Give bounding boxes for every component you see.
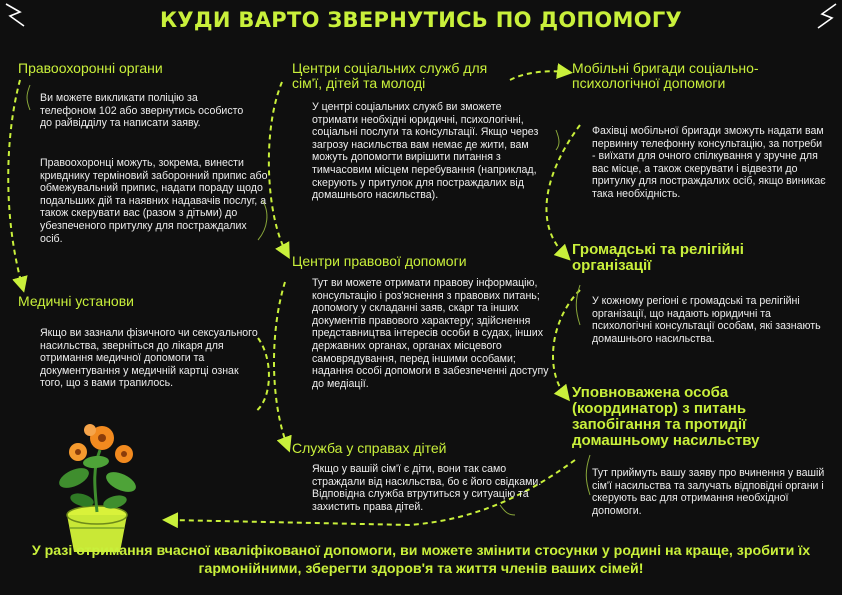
connector-law-medical (8, 80, 22, 285)
law-text-1: Ви можете викликати поліцію за телефоном 102 або звернутись особисто до райвідділу та написати заяву. (40, 92, 244, 130)
footer-message: У разі отримання вчасної кваліфікованої допомоги, ви можете змінити стосунки у родині на краще, зробити їх гармонійними, зберегти здоров'я та життя членів ваших сімей! (31, 543, 811, 577)
flower-pot-icon (56, 424, 139, 552)
medical-text: Якщо ви зазнали фізичного чи сексуального насильства, зверніться до лікаря для отримання медичної допомоги та документування у медичній картці ознак того, що з вами трапилось. (40, 327, 258, 390)
legal-text: Тут ви можете отримати правову інформацію, консультацію і роз'яснення з правових питань; допомогу у складанні заяв, скарг та інших документів правового характеру; здійснення представництва інтересів особи в судах, інших державних органах, органах місцевого самоврядування, перед іншими особами; надання особі допомоги в забезпеченні доступу до медіації. (312, 277, 549, 390)
page-title: КУДИ ВАРТО ЗВЕРНУТИСЬ ПО ДОПОМОГУ (159, 8, 683, 32)
public-title: Громадські та релігійні організації (572, 241, 744, 274)
connector-legal-children (274, 282, 287, 445)
connector-social-legal (269, 82, 286, 252)
legal-title: Центри правової допомоги (292, 253, 467, 269)
law-text-2: Правоохоронці можуть, зокрема, винести кривднику терміновий заборонний припис або обмежувальний припис, надати пораду щодо подальших дій та наявних надавачів послуг, а також скерувати вас (разом з дітьми) до убезпеченого притулку для постраждалих осіб. (40, 157, 268, 245)
children-title: Служба у справах дітей (292, 440, 447, 456)
connector-social-mobile (510, 71, 565, 80)
coordinator-text: Тут приймуть вашу заяву про вчинення у вашій сім'ї насильства та залучать відповідні органи і скерують вас для отримання необхідної допомоги. (592, 467, 825, 517)
law-title: Правоохоронні органи (18, 60, 163, 76)
public-text: У кожному регіоні є громадські та релігійні організації, що надають юридичні та психологічні консультації особам, які зазнають домашнього насильства. (592, 295, 821, 345)
medical-title: Медичні установи (18, 293, 134, 309)
children-text: Якщо у вашій сім'ї є діти, вони так само страждали від насильства, бо є його свідками. Відповідна служба втрутиться у ситуацію та захистить права дітей. (312, 463, 542, 513)
mobile-title: Мобільні бригади соціально-психологічної допомоги (572, 60, 759, 91)
social-text: У центрі соціальних служб ви зможете отримати необхідні юридичні, психологічні, соціальні послуги та консультації. Якщо через загрозу насильства вам немає де жити, вам можуть допомогти вирішити питання з тимчасовим місцем перебування (наприклад, скерують у притулок для постраждалих від домашнього насильства). (312, 101, 539, 202)
connector-mobile-public (546, 125, 580, 255)
mobile-text: Фахівці мобільної бригади зможуть надати вам первинну телефонну консультацію, за потреби - виїхати для очного спілкування у зручне для вас місце, а також скерувати і відвезти до притулку для постраждалих осіб, якщо виникає така необхідність. (592, 125, 826, 200)
social-title: Центри соціальних служб для сім'ї, дітей та молоді (292, 60, 488, 91)
coordinator-title: Уповноважена особа (координатор) з питань запобігання та протидії домашньому насильству (572, 384, 760, 449)
